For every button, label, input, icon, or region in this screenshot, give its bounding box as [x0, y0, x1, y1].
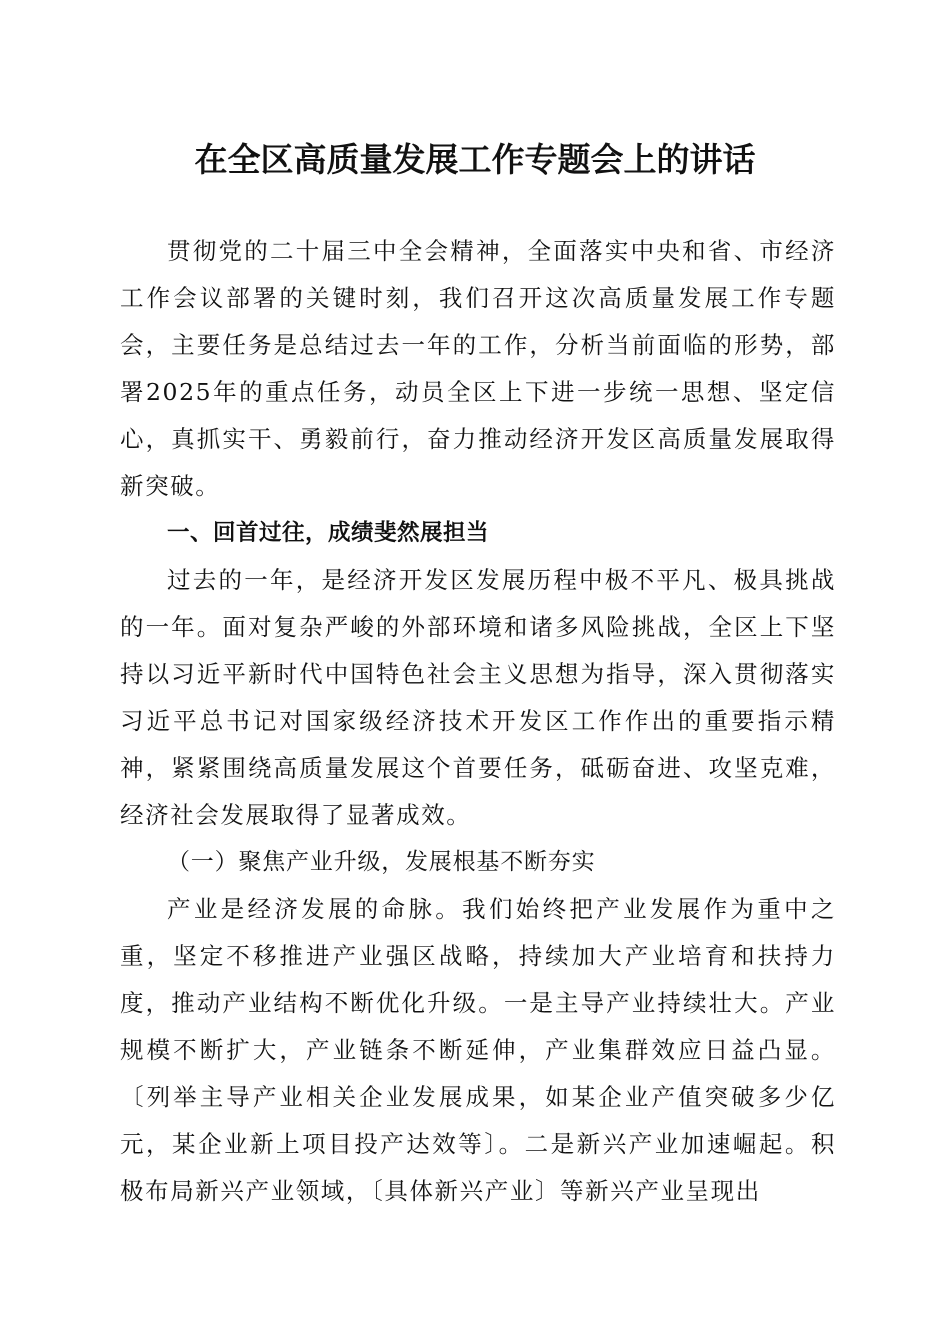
subsection-heading-1: （一）聚焦产业升级，发展根基不断夯实 — [167, 849, 596, 875]
intro-paragraph: 贯彻党的二十届三中全会精神，全面落实中央和省、市经济工作会议部署的关键时刻，我们召开这次高质量发展工作专题会，主要任务是总结过去一年的工作，分析当前面临的形势，部署2025年的重点任务，动员全区上下进一步统一思想、坚定信心，真抓实干、勇毅前行，奋力推动经济开发区高质量发展取得新突破。 — [120, 237, 836, 500]
section-heading-1: 一、回首过往，成绩斐然展担当 — [167, 520, 490, 546]
section-1-paragraph: 过去的一年，是经济开发区发展历程中极不平凡、极具挑战的一年。面对复杂严峻的外部环境和诸多风险挑战，全区上下坚持以习近平新时代中国特色社会主义思想为指导，深入贯彻落实习近平总书记对国家级经济技术开发区工作作出的重要指示精神，紧紧围绕高质量发展这个首要任务，砥砺奋进、攻坚克难，经济社会发展取得了显著成效。 — [120, 566, 836, 829]
document-body — [120, 228, 836, 1215]
subsection-1-paragraph: 产业是经济发展的命脉。我们始终把产业发展作为重中之重，坚定不移推进产业强区战略，持续加大产业培育和扶持力度，推动产业结构不断优化升级。一是主导产业持续壮大。产业规模不断扩大，产业链条不断延伸，产业集群效应日益凸显。〔列举主导产业相关企业发展成果，如某企业产值突破多少亿元，某企业新上项目投产达效等〕。二是新兴产业加速崛起。积极布局新兴产业领域，〔具体新兴产业〕等新兴产业呈现出 — [120, 895, 836, 1205]
document-title: 在全区高质量发展工作专题会上的讲话 — [194, 140, 756, 179]
